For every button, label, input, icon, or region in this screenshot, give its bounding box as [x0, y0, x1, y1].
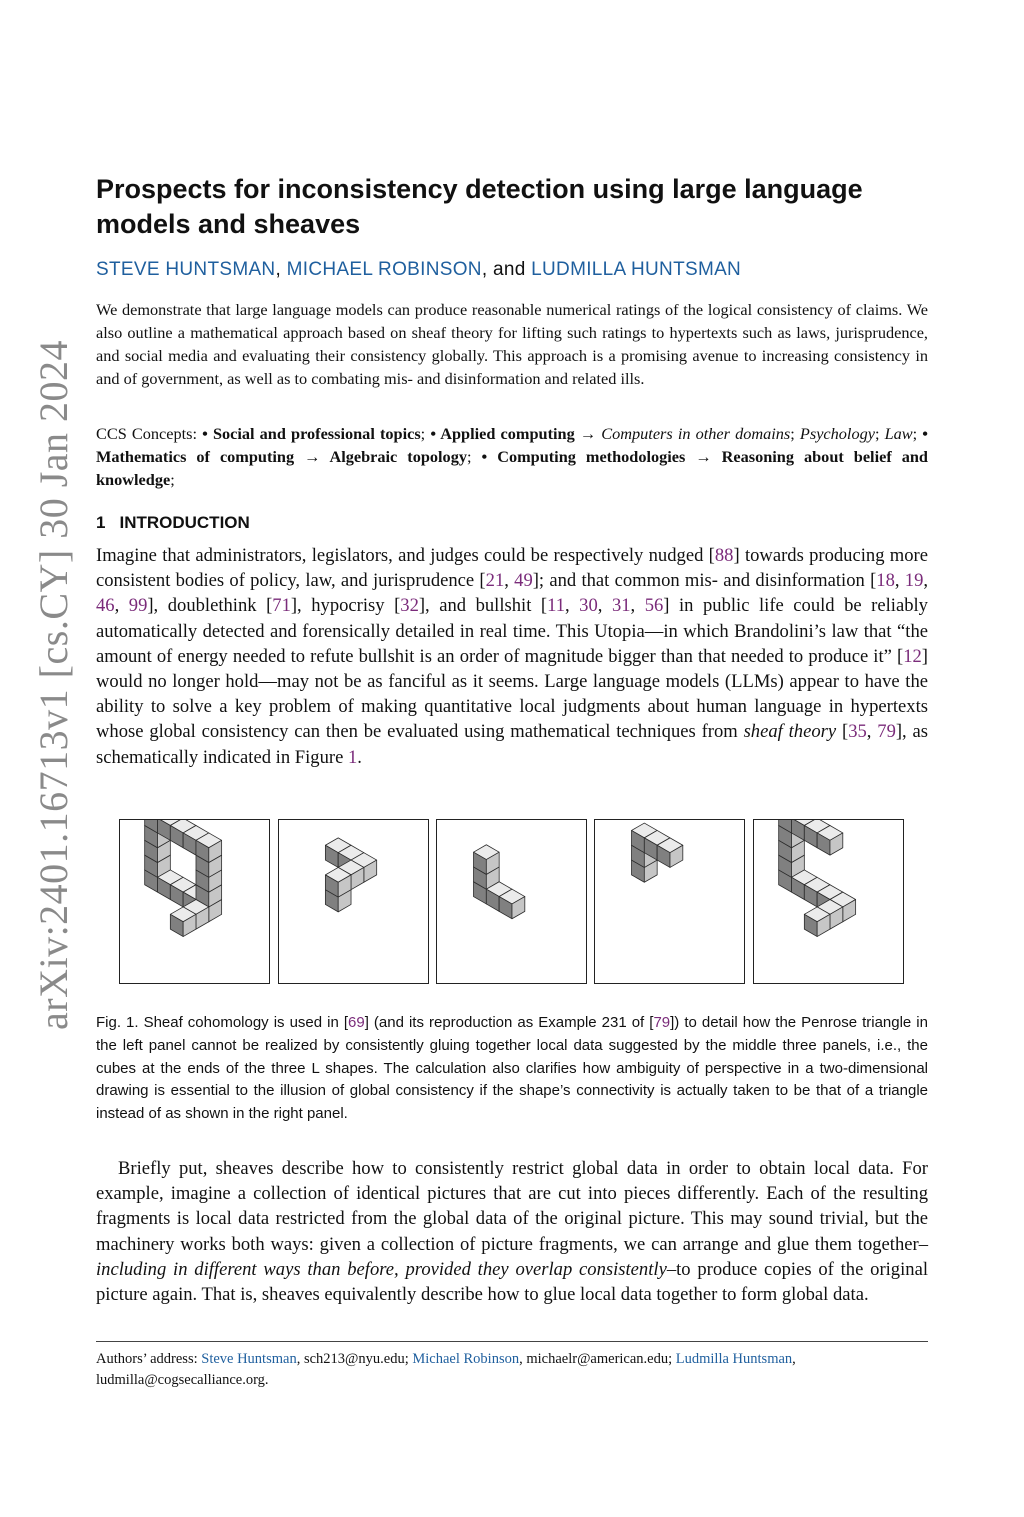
citation-link[interactable]: 35: [848, 721, 867, 743]
citation-link[interactable]: 31: [611, 595, 631, 617]
figure-1: [119, 819, 906, 986]
ccs-subconcept: Psychology: [799, 424, 875, 443]
section-heading: [96, 512, 928, 534]
ccs-subconcept: Reasoning about belief and knowledge: [96, 447, 928, 489]
l-shape-drawing: [437, 820, 586, 983]
ccs-label: CCS Concepts:: [96, 424, 203, 443]
figure-panel-l-shape-2: [436, 819, 587, 984]
citation-link[interactable]: 46: [96, 595, 115, 617]
bullet: •: [202, 424, 213, 443]
arrow: →: [685, 447, 722, 466]
figure-panel-penrose-triangle: [119, 819, 270, 984]
separator: ;: [874, 424, 885, 443]
author-separator: ,: [275, 259, 287, 280]
ccs-concept: Mathematics of computing: [96, 447, 295, 466]
bullet: •: [430, 424, 441, 443]
separator: ;: [466, 447, 482, 466]
separator: ;: [912, 424, 923, 443]
emphasis: sheaf theory: [743, 721, 837, 743]
author-link-michael-robinson[interactable]: Michael Robinson: [412, 1351, 520, 1367]
author-link-steve-huntsman[interactable]: STEVE HUNTSMAN: [96, 259, 276, 280]
bullet: •: [481, 447, 498, 466]
ccs-concept: Computing methodologies: [497, 447, 686, 466]
figure-reference-link[interactable]: 1: [347, 746, 358, 768]
separator: ;: [420, 424, 431, 443]
ccs-subconcept: Law: [884, 424, 913, 443]
ccs-subconcept: Algebraic topology: [329, 447, 467, 466]
abstract: We demonstrate that large language models can produce reasonable numerical ratings of the logical consistency of claims. We also outline a mathematical approach based on sheaf theory for lifting such ratings to hypertexts such as laws, jurisprudence, and social media and evaluating their consistency globally. This approach is a promising avenue to increasing consistency in and of government, as well as to combating mis- and disinformation and related ills.: [96, 300, 928, 388]
citation-link[interactable]: 79: [877, 721, 896, 743]
author-link-ludmilla-huntsman[interactable]: Ludmilla Huntsman: [675, 1351, 793, 1367]
citation-link[interactable]: 12: [903, 645, 922, 667]
section-number: 1: [96, 513, 106, 532]
citation-link[interactable]: 19: [904, 570, 924, 592]
bullet: •: [922, 424, 928, 443]
citation-link[interactable]: 11: [547, 595, 565, 617]
author-link-ludmilla-huntsman[interactable]: LUDMILLA HUNTSMAN: [531, 259, 742, 280]
ccs-concepts: [96, 422, 928, 491]
citation-link[interactable]: 32: [400, 595, 419, 617]
citation-link[interactable]: 21: [485, 570, 505, 592]
section-title: INTRODUCTION: [119, 513, 250, 532]
citation-link[interactable]: 71: [272, 595, 291, 617]
citation-link[interactable]: 30: [579, 595, 598, 617]
arrow: →: [574, 424, 602, 443]
introduction-paragraph: Imagine that administrators, legislators, and judges could be respectively nudged [88] towards producing more consistent bodies of policy, law, and jurisprudence [21, 49]; and that common mis- and disinformation [18, 19, 46, 99], doublethink [71], hypocrisy [32], and bullshit [11, 30, 31, 56] in public life could be reliably automatically detected and forensically detailed in real time. This Utopia—in which Brandolini’s law that “the amount of energy needed to refute bullshit is an order of magnitude bigger than that needed to produce it” [12] would no longer hold—may not be as fanciful as it seems. Large language models (LLMs) appear to have the ability to solve a key problem of making quantitative local judgments about human language in hypertexts whose global consistency can then be evaluated using mathematical techniques from sheaf theory [35, 79], as schematically indicated in Figure 1.: [96, 545, 929, 768]
author-link-steve-huntsman[interactable]: Steve Huntsman: [201, 1351, 297, 1367]
separator: ;: [790, 424, 800, 443]
citation-link[interactable]: 56: [644, 595, 664, 617]
citation-link[interactable]: 18: [876, 570, 895, 592]
ccs-concept: Social and professional topics: [212, 424, 421, 443]
author-separator: , and: [481, 259, 532, 280]
penrose-triangle-drawing: [120, 820, 269, 983]
citation-link[interactable]: 69: [348, 1014, 365, 1031]
open-triangle-drawing: [754, 820, 903, 983]
figure-panel-l-shape-1: [278, 819, 429, 984]
citation-link[interactable]: 49: [514, 570, 533, 592]
l-shape-drawing: [279, 820, 428, 983]
author-link-michael-robinson[interactable]: MICHAEL ROBINSON: [286, 259, 482, 280]
figure-panel-l-shape-3: [594, 819, 745, 984]
arrow: →: [294, 447, 330, 466]
l-shape-drawing: [595, 820, 744, 983]
footnote-divider: [96, 1341, 928, 1342]
paper-title: Prospects for inconsistency detection using large language models and sheaves: [96, 174, 863, 239]
citation-link[interactable]: 99: [128, 595, 148, 617]
figure-panel-true-connectivity: [753, 819, 904, 984]
figure-caption: Fig. 1. Sheaf cohomology is used in [69] (and its reproduction as Example 231 of [79]) to detail how the Penrose triangle in the left panel cannot be realized by consistently gluing together local data suggested by the middle three panels, i.e., the cubes at the ends of the three L shapes. The calculation also clarifies how ambiguity of perspective in a two-dimensional drawing is essential to the illusion of global consistency if the shape’s connectivity is actually taken to be that of a triangle instead of as shown in the right panel.: [96, 1014, 928, 1123]
arxiv-identifier: arXiv:2401.16713v1 [cs.CY] 30 Jan 2024: [31, 339, 76, 1030]
ccs-concept: Applied computing: [440, 424, 575, 443]
authors-address-footnote: Authors’ address: Steve Huntsman, sch213@nyu.edu; Michael Robinson, michaelr@american.edu; Ludmilla Huntsman, ludmilla@cogsecalliance.org.: [96, 1351, 796, 1388]
citation-link[interactable]: 79: [653, 1014, 671, 1031]
author-list: [96, 258, 928, 282]
ccs-subconcept: Computers in other domains: [601, 424, 791, 443]
citation-link[interactable]: 88: [714, 545, 734, 566]
body-paragraph: Briefly put, sheaves describe how to consistently restrict global data in order to obtain local data. For example, imagine a collection of identical pictures that are cut into pieces differently. Each of the resulting fragments is local data restricted from the global data of the original picture. This may sound trivial, but the machinery works both ways: given a collection of picture fragments, we can arrange and glue them together–including in different ways than before, provided they overlap consistently–to produce copies of the original picture again. That is, sheaves equivalently describe how to glue local data together to form global data.: [96, 1158, 928, 1306]
separator: ;: [170, 470, 175, 489]
emphasis: including in different ways than before, provided they overlap consistently: [96, 1258, 667, 1280]
